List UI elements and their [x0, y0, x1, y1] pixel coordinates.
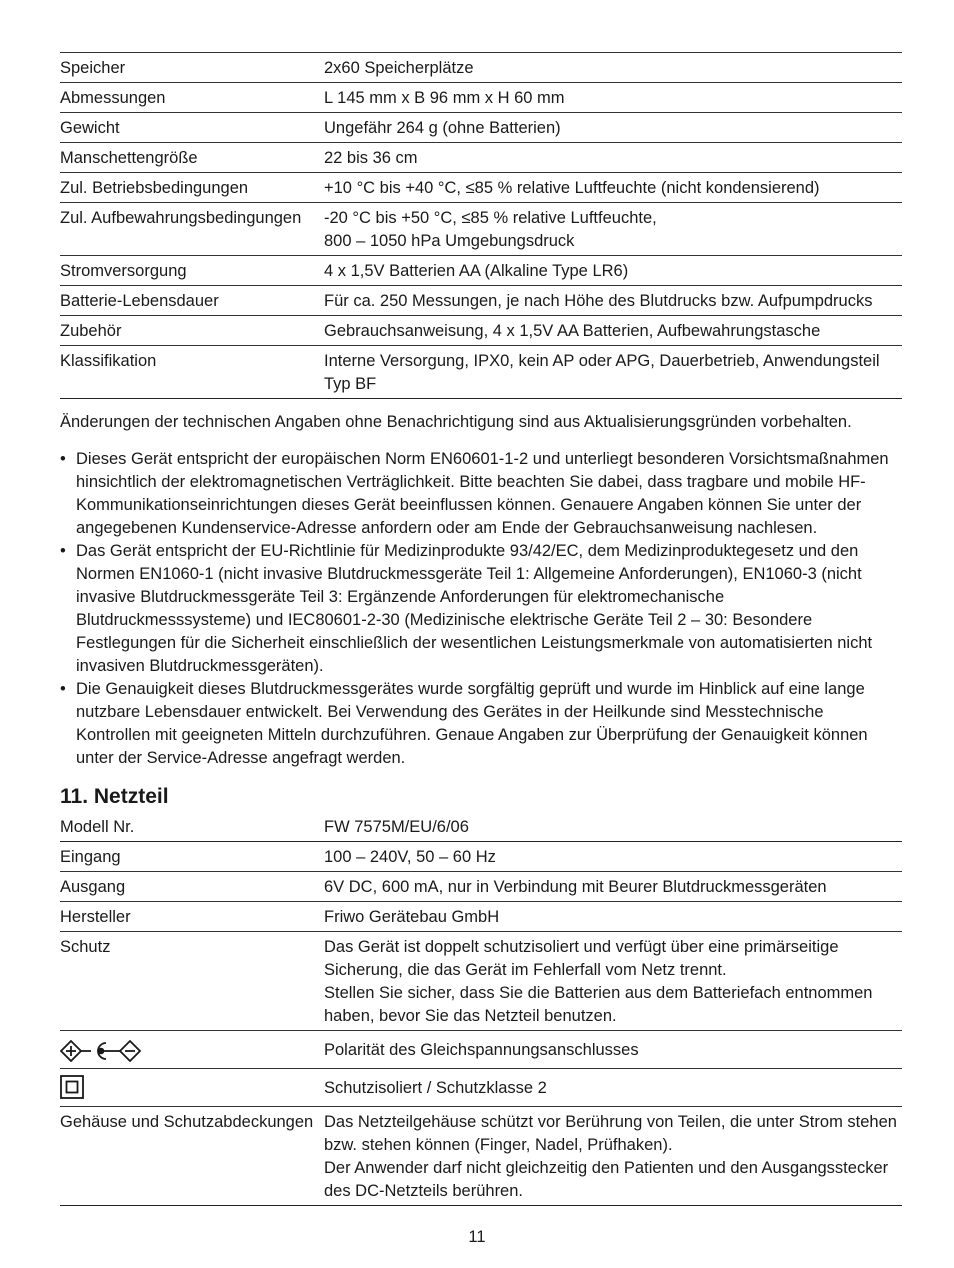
table-row [60, 1107, 902, 1206]
list-item: • Die Genauigkeit dieses Blutdruckmessgerätes wurde sorgfältig geprüft und wurde im Hinblick auf eine lange nutzbare Lebensdauer entwickelt. Bei Verwendung des Gerätes in der Heilkunde sind Messtechnische Kontrollen mit geeigneten Mitteln durchzuführen. Genaue Angaben zur Überprüfung der Genauigkeit können unter der Service-Adresse angefragt werden. [60, 678, 902, 770]
spec-key: Zubehör [60, 316, 324, 346]
spec-value: Schutzisoliert / Schutzklasse 2 [324, 1069, 902, 1107]
spec-key: Gewicht [60, 113, 324, 143]
spec-key: Schutz [60, 932, 324, 1031]
spec-key [60, 1069, 324, 1107]
psu-spec-table [60, 816, 902, 1206]
change-note: Änderungen der technischen Angaben ohne Benachrichtigung sind aus Aktualisierungsgründen vorbehalten. [60, 413, 852, 431]
spec-value-line: Das Gerät ist doppelt schutzisoliert und verfügt über eine primärseitige Sicherung, die das Gerät im Fehlerfall vom Netz trennt. [324, 938, 839, 979]
table-row [60, 83, 902, 113]
spec-key: Klassifikation [60, 346, 324, 399]
spec-value: 4 x 1,5V Batterien AA (Alkaline Type LR6) [324, 256, 902, 286]
spec-value-line: Das Netzteilgehäuse schützt vor Berührung von Teilen, die unter Strom stehen bzw. stehen können (Finger, Nadel, Prüfhaken). [324, 1113, 897, 1154]
spec-value-line: Interne Versorgung, IPX0, kein AP oder APG, Dauerbetrieb, Anwendungsteil [324, 352, 880, 370]
spec-value: +10 °C bis +40 °C, ≤85 % relative Luftfeuchte (nicht kondensierend) [324, 173, 902, 203]
spec-key: Hersteller [60, 902, 324, 932]
table-row [60, 286, 902, 316]
spec-value-line: Stellen Sie sicher, dass Sie die Batterien aus dem Batteriefach entnommen haben, bevor Sie das Netzteil benutzen. [324, 984, 873, 1025]
table-row [60, 316, 902, 346]
spec-value: 22 bis 36 cm [324, 143, 902, 173]
spec-value [324, 1107, 902, 1206]
spec-key: Gehäuse und Schutzabdeckungen [60, 1107, 324, 1206]
table-row [60, 346, 902, 399]
page-content [60, 52, 902, 1206]
list-item: • Dieses Gerät entspricht der europäischen Norm EN60601-1-2 und unterliegt besonderen Vorsichtsmaßnahmen hinsichtlich der elektromagnetischen Verträglichkeit. Bitte beachten Sie dabei, dass tragbare und mobile HF-Kommunikationseinrichtungen dieses Gerät beeinflussen können. Genauere Angaben können Sie unter der angegebenen Kundenservice-Adresse anfordern oder am Ende der Gebrauchsanweisung nachlesen. [60, 448, 902, 540]
spec-key: Ausgang [60, 872, 324, 902]
spec-key: Stromversorgung [60, 256, 324, 286]
table-row [60, 53, 902, 83]
table-row [60, 143, 902, 173]
spec-value: Polarität des Gleichspannungsanschlusses [324, 1031, 902, 1069]
spec-key [60, 1031, 324, 1069]
compliance-list [60, 448, 902, 770]
table-row [60, 816, 902, 842]
spec-key: Batterie-Lebensdauer [60, 286, 324, 316]
table-row [60, 932, 902, 1031]
section-title: 11. Netzteil [60, 785, 169, 808]
spec-value: FW 7575M/EU/6/06 [324, 816, 902, 842]
spec-value: Gebrauchsanweisung, 4 x 1,5V AA Batterien, Aufbewahrungstasche [324, 316, 902, 346]
spec-value: Ungefähr 264 g (ohne Batterien) [324, 113, 902, 143]
table-row [60, 203, 902, 256]
spec-value: Für ca. 250 Messungen, je nach Höhe des Blutdrucks bzw. Aufpumpdrucks [324, 286, 902, 316]
table-row [60, 1031, 902, 1069]
spec-value-line: -20 °C bis +50 °C, ≤85 % relative Luftfeuchte, [324, 209, 657, 227]
spec-value-line: Typ BF [324, 375, 377, 393]
table-row [60, 1069, 902, 1107]
table-row [60, 113, 902, 143]
table-row [60, 872, 902, 902]
spec-key: Zul. Aufbewahrungsbedingungen [60, 203, 324, 256]
spec-value: 6V DC, 600 mA, nur in Verbindung mit Beurer Blutdruckmessgeräten [324, 872, 902, 902]
spec-key: Abmessungen [60, 83, 324, 113]
spec-value [324, 203, 902, 256]
polarity-icon [60, 1040, 142, 1062]
spec-key: Speicher [60, 53, 324, 83]
spec-key: Modell Nr. [60, 816, 324, 842]
table-row [60, 902, 902, 932]
spec-value: 100 – 240V, 50 – 60 Hz [324, 842, 902, 872]
device-spec-table [60, 52, 902, 399]
table-row [60, 256, 902, 286]
spec-value-line: 800 – 1050 hPa Umgebungsdruck [324, 232, 575, 250]
spec-value: L 145 mm x B 96 mm x H 60 mm [324, 83, 902, 113]
class-2-insulation-icon [60, 1075, 84, 1099]
spec-value: Friwo Gerätebau GmbH [324, 902, 902, 932]
table-row [60, 842, 902, 872]
spec-value [324, 932, 902, 1031]
spec-key: Manschettengröße [60, 143, 324, 173]
spec-value [324, 346, 902, 399]
spec-value-line: Der Anwender darf nicht gleichzeitig den Patienten und den Ausgangsstecker des DC-Netzteils berühren. [324, 1159, 889, 1200]
list-item: • Das Gerät entspricht der EU-Richtlinie für Medizinprodukte 93/42/EC, dem Medizinproduktegesetz und den Normen EN1060-1 (nicht invasive Blutdruckmessgeräte Teil 1: Allgemeine Anforderungen), EN1060-3 (nicht invasive Blutdruckmessgeräte Teil 3: Ergänzende Anforderungen für elektromechanische Blutdruckmesssysteme) und IEC80601-2-30 (Medizinische elektrische Geräte Teil 2 – 30: Besondere Festlegungen für die Sicherheit einschließlich der wesentlichen Leistungsmerkmale von automatisierten nicht invasiven Blutdruckmessgeräten). [60, 540, 902, 678]
page-number: 11 [468, 1228, 486, 1246]
spec-key: Zul. Betriebsbedingungen [60, 173, 324, 203]
table-row [60, 173, 902, 203]
spec-value: 2x60 Speicherplätze [324, 53, 902, 83]
spec-key: Eingang [60, 842, 324, 872]
